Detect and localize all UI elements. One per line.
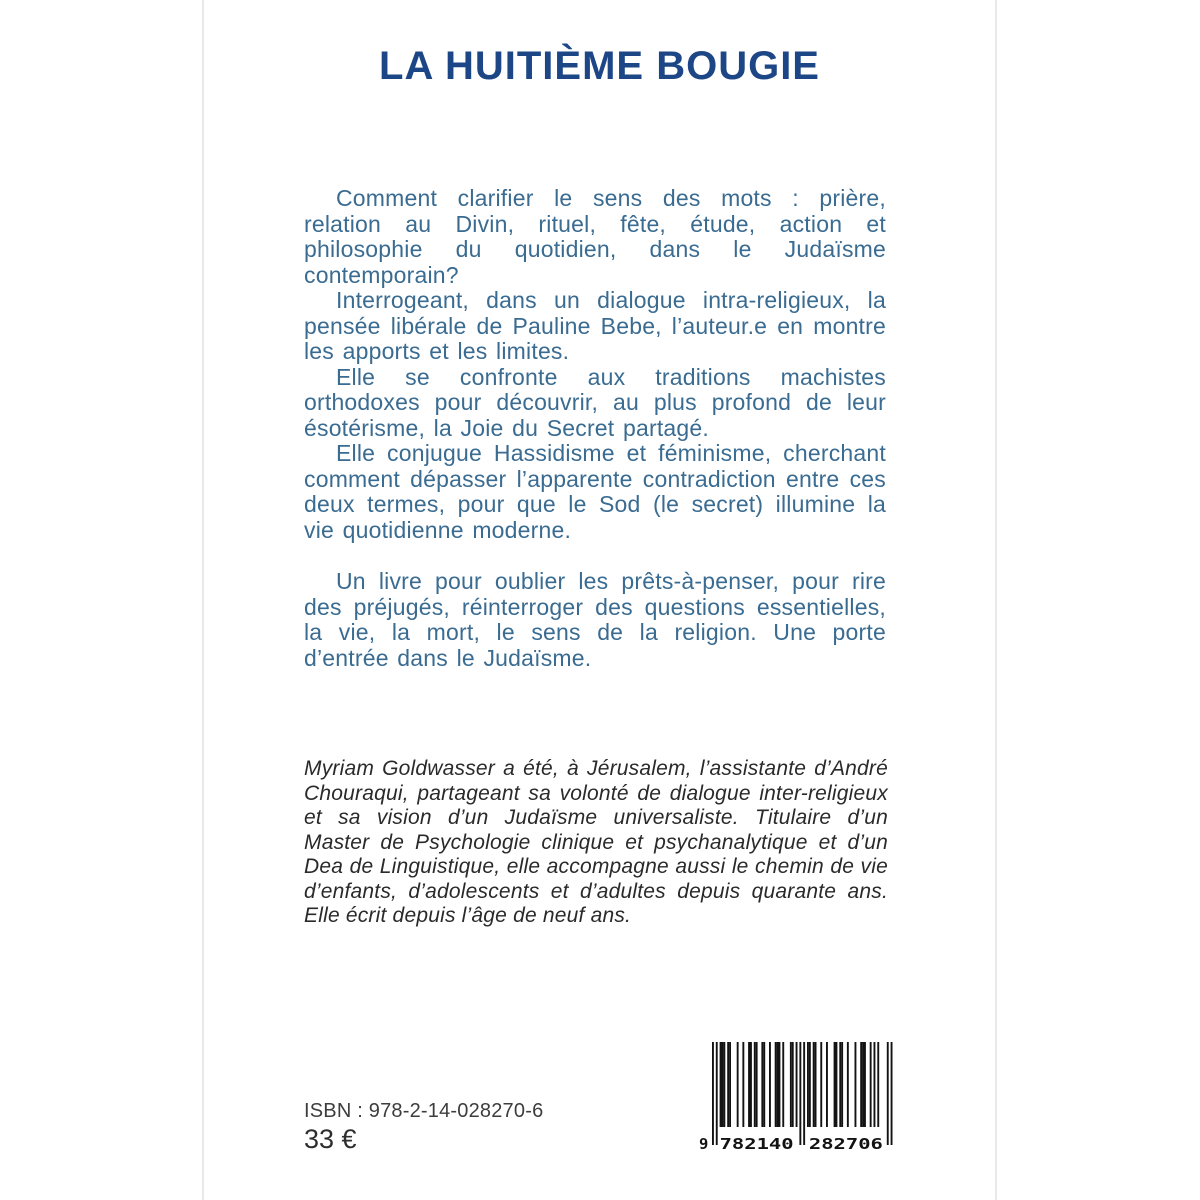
synopsis-paragraph: Elle se confronte aux traditions machistes orthodoxes pour découvrir, au plus profond de leur ésotérisme, la Joie du Secret partagé.	[304, 363, 886, 441]
ean13-barcode	[698, 1042, 894, 1154]
barcode-digits: 9	[699, 1135, 709, 1153]
barcode-digits: 282706	[808, 1135, 883, 1153]
isbn-text: ISBN : 978-2-14-028270-6	[304, 1100, 544, 1122]
book-back-cover	[202, 0, 997, 1200]
book-title: LA HUITIÈME BOUGIE	[379, 44, 820, 88]
barcode-image	[698, 1042, 894, 1154]
synopsis-paragraph: Elle conjugue Hassidisme et féminisme, cherchant comment dépasser l’apparente contradiction entre ces deux termes, pour que le Sod (le secret) illumine la vie quotidienne moderne.	[304, 440, 886, 543]
synopsis-block	[304, 186, 886, 671]
synopsis-paragraph: Interrogeant, dans un dialogue intra-religieux, la pensée libérale de Pauline Bebe, l’auteur.e en montre les apports et les limites.	[304, 287, 886, 364]
synopsis-paragraph: Comment clarifier le sens des mots : prière, relation au Divin, rituel, fête, étude, action et philosophie du quotidien, dans le Judaïsme contemporain?	[304, 185, 886, 288]
synopsis-paragraph: Un livre pour oublier les prêts-à-penser, pour rire des préjugés, réinterroger des questions essentielles, la vie, la mort, le sens de la religion. Une porte d’entrée dans le Judaïsme.	[304, 568, 886, 671]
barcode-digits: 782140	[719, 1135, 794, 1153]
author-bio: Myriam Goldwasser a été, à Jérusalem, l’assistante d’André Chouraqui, partageant sa volonté de dialogue inter-religieux et sa vision d’un Judaïsme universaliste. Titulaire d’un Master de Psychologie clinique et psychanalytique et d’un Dea de Linguistique, elle accompagne aussi le chemin de vie d’enfants, d’adolescents et d’adultes depuis quarante ans. Elle écrit depuis l’âge de neuf ans.	[304, 757, 888, 927]
price-text: 33 €	[304, 1124, 357, 1154]
